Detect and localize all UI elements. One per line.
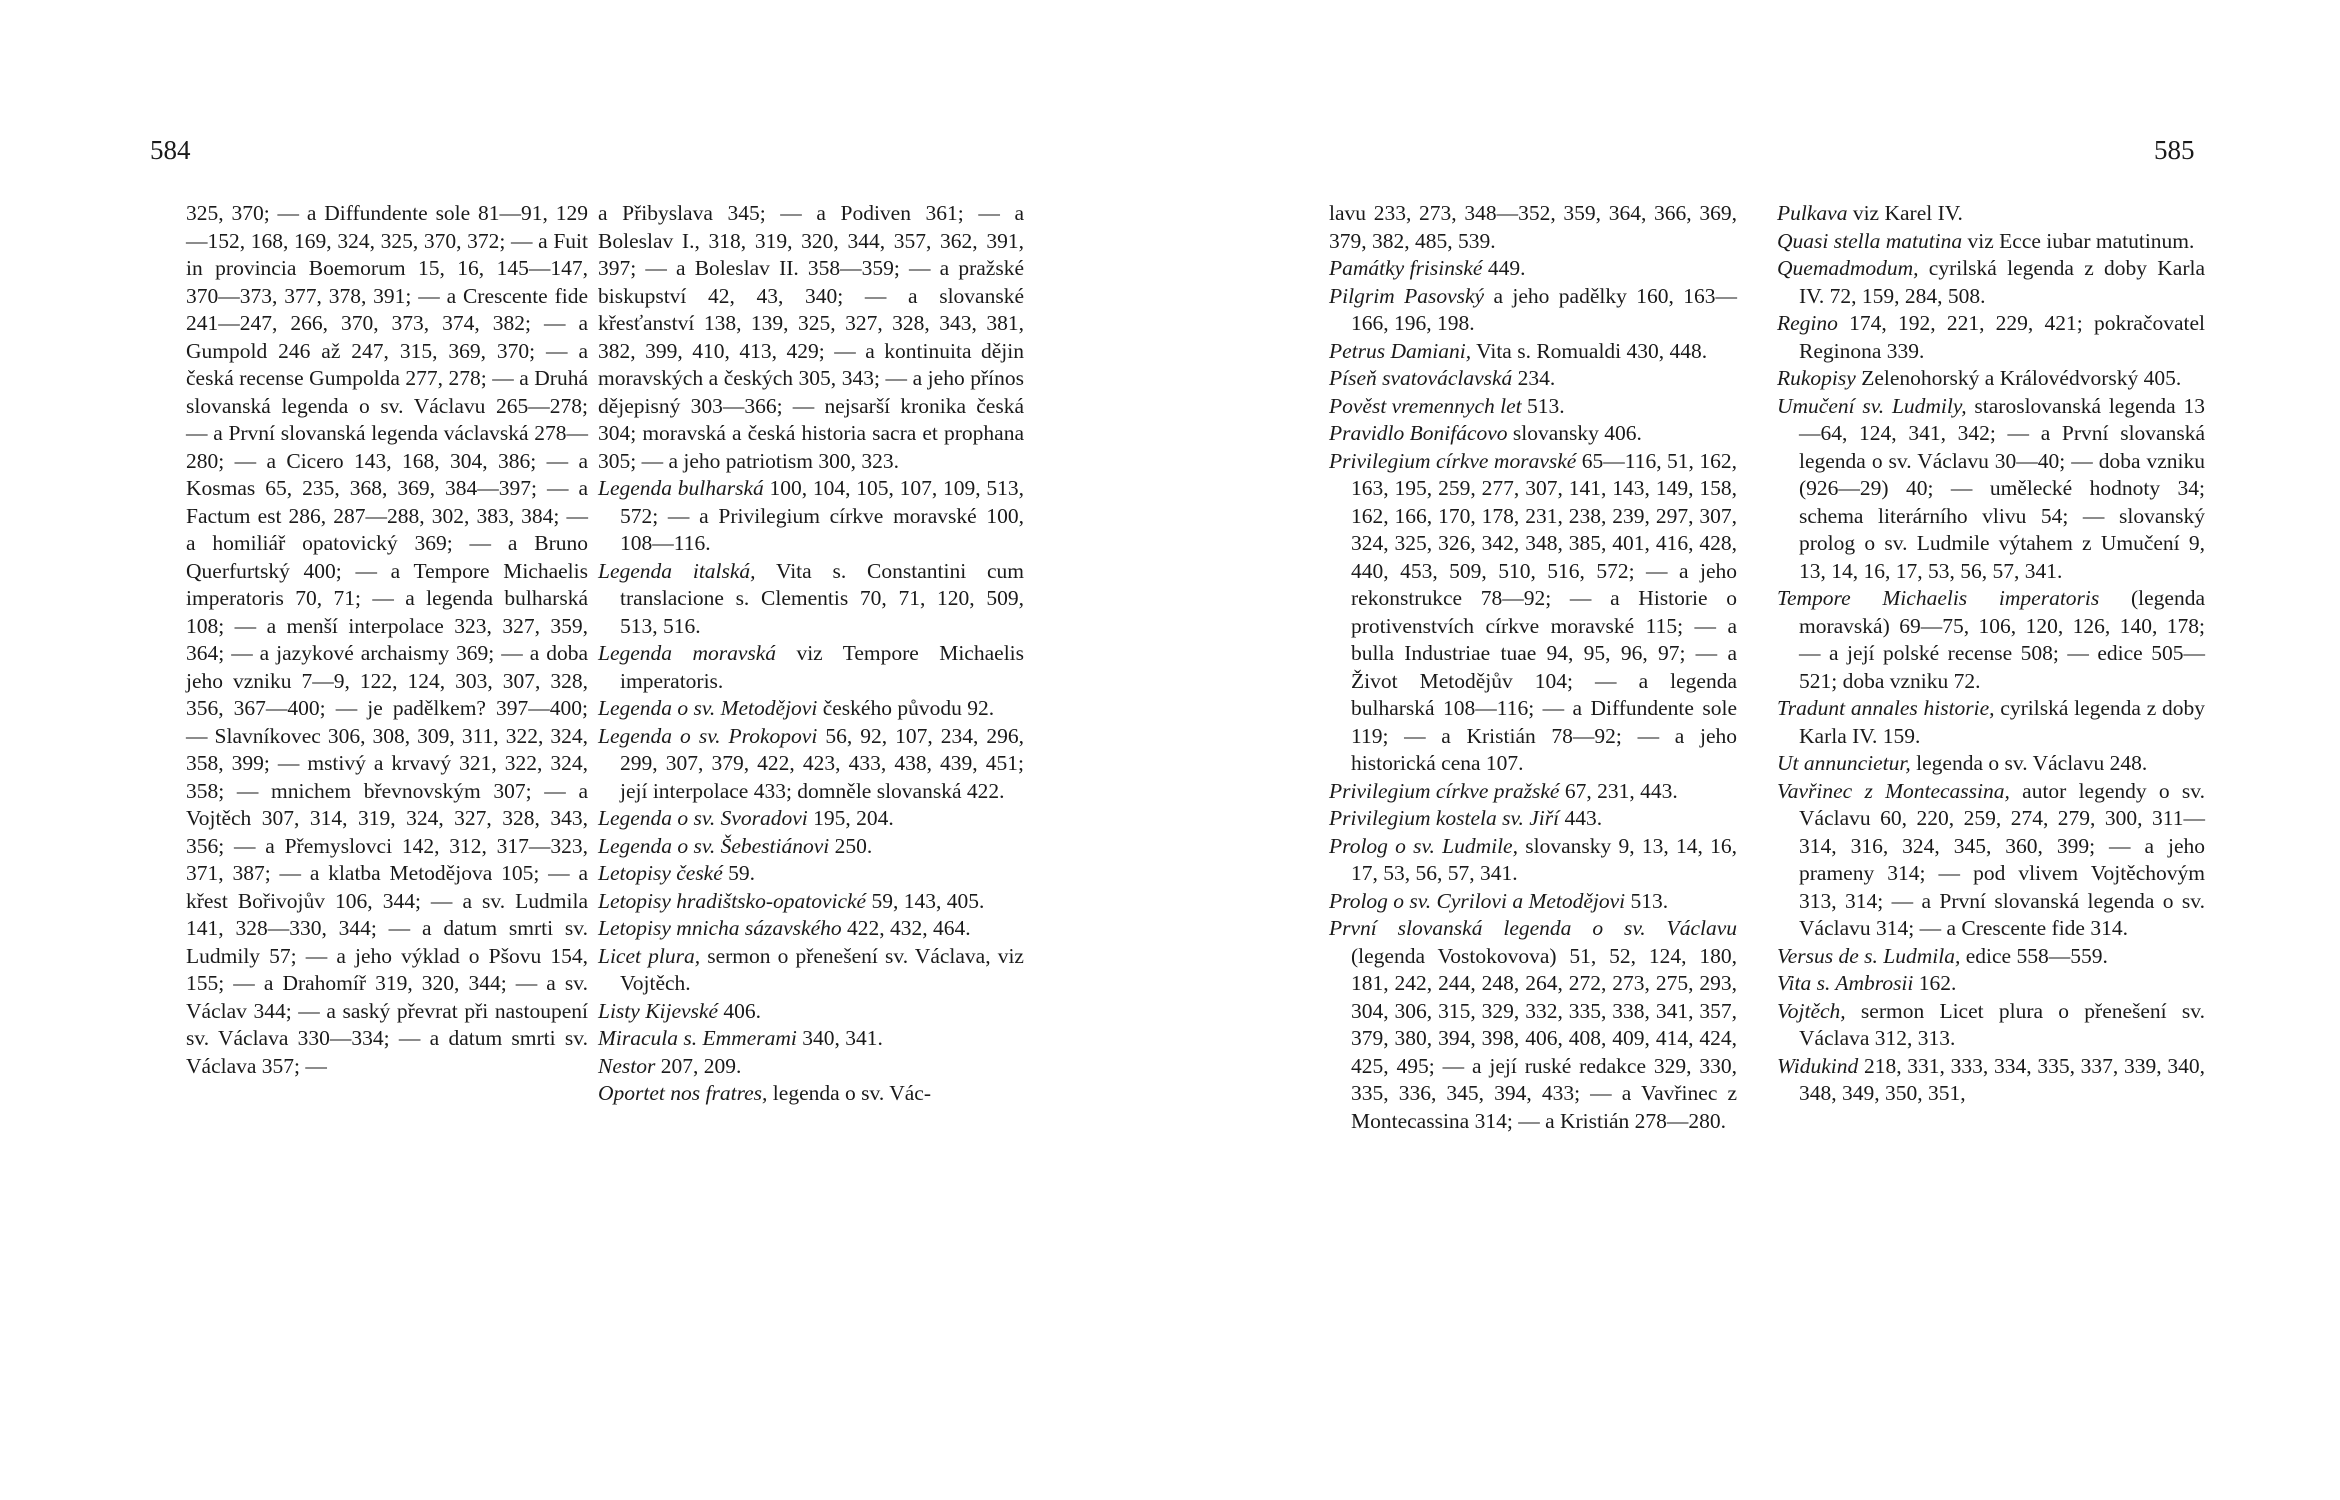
index-entry	[1329, 915, 1737, 1135]
index-entry-heading: Letopisy hradištsko-opatovické	[598, 888, 867, 913]
index-entry-text: 234.	[1512, 366, 1556, 390]
index-entry-text: viz Karel IV.	[1847, 201, 1963, 225]
index-entry-text: 513.	[1625, 888, 1669, 913]
index-entry-text: 422, 432, 464.	[841, 916, 971, 940]
index-entry-text: edice 558—559.	[1960, 943, 2108, 968]
index-entry-heading: Umučení sv. Ludmily,	[1777, 393, 1967, 418]
index-entry	[1777, 228, 2205, 256]
index-entry-text: 59, 143, 405.	[866, 888, 985, 913]
index-entry-text: (legenda moravská) 69—75, 106, 120, 126, 140, 178; — a její polské recense 508; — edice 505—521; doba vzniku 72.	[1799, 586, 2205, 693]
index-column-3	[1329, 200, 1737, 1135]
index-entry-continuation	[186, 200, 588, 1080]
index-entry-heading: Nestor	[598, 1053, 656, 1078]
index-entry-heading: Legenda o sv. Prokopovi	[598, 723, 818, 748]
index-entry	[1777, 998, 2205, 1053]
index-entry-heading: Quemadmodum,	[1777, 256, 1919, 280]
index-entry-text: 406.	[718, 998, 762, 1023]
index-entry-heading: Pilgrim Pasovský	[1329, 283, 1485, 308]
index-entry	[598, 943, 1024, 998]
index-entry	[598, 860, 1024, 888]
index-entry-text: 67, 231, 443.	[1559, 778, 1678, 803]
index-entry-text: Vita s. Constantini cum translacione s. Clementis 70, 71, 120, 509, 513, 516.	[620, 558, 1025, 638]
index-entry	[598, 558, 1024, 641]
index-entry-heading: Listy Kijevské	[598, 998, 719, 1023]
index-entry	[1329, 283, 1737, 338]
index-entry	[598, 1025, 1024, 1053]
index-entry	[598, 640, 1024, 695]
index-entry	[1329, 888, 1737, 916]
index-entry	[1777, 200, 2205, 228]
index-entry-text: 340, 341.	[796, 1026, 883, 1050]
index-entry	[1777, 585, 2205, 695]
index-entry-text: 100, 104, 105, 107, 109, 513, 572; — a Privilegium církve moravské 100, 108—116.	[620, 476, 1025, 555]
index-entry-text: Zelenohorský a Královédvorský 405.	[1855, 366, 2182, 390]
index-entry-text: sermon o přenešení sv. Václava, viz Vojtěch.	[620, 943, 1024, 995]
index-entry	[1329, 778, 1737, 806]
index-entry-heading: Legenda o sv. Šebestiánovi	[598, 833, 830, 858]
index-entry-heading: Licet plura,	[598, 943, 701, 968]
index-entry-text: 162.	[1913, 971, 1957, 995]
index-entry-text: (legenda Vostokovova) 51, 52, 124, 180, 181, 242, 244, 248, 264, 272, 273, 275, 293, 304, 306, 315, 329, 332, 335, 338, 341, 357, 379, 380, 394, 398, 406, 408, 409, 414, 424, 425, 495; — a její ruské redakce 329, 330, 335, 336, 345, 394, 433; — a Vavřinec z Montecassina 314; — a Kristián 278—280.	[1351, 943, 1737, 1133]
index-entry-heading: Letopisy mnicha sázavského	[598, 916, 842, 940]
index-entry	[598, 805, 1024, 833]
index-entry	[1777, 393, 2205, 586]
index-entry-text: slovansky 406.	[1507, 421, 1642, 445]
index-column-1	[186, 200, 588, 1080]
index-entry-heading: Privilegium kostela sv. Jiří	[1329, 806, 1560, 830]
index-entry-heading: Regino	[1777, 311, 1838, 335]
index-entry	[1329, 420, 1737, 448]
index-entry	[598, 695, 1024, 723]
index-entry-heading: Rukopisy	[1777, 366, 1856, 390]
index-entry-text: slovansky 9, 13, 14, 16, 17, 53, 56, 57, 341.	[1351, 833, 1738, 885]
index-entry-text: cyrilská legenda z doby Karla IV. 159.	[1799, 696, 2205, 748]
index-entry-heading: Legenda o sv. Metodějovi	[598, 696, 818, 720]
index-entry	[598, 1053, 1024, 1081]
index-entry-text: autor legendy o sv. Václavu 60, 220, 259, 274, 279, 300, 311—314, 316, 324, 345, 360, 399; — a jeho prameny 314; — pod vlivem Vojtěchovým 313, 314; — a První slovanská legenda o sv. Václavu 314; — a Crescente fide 314.	[1799, 778, 2205, 940]
index-entry-heading: Prolog o sv. Ludmile,	[1329, 833, 1518, 858]
index-entry-text: 174, 192, 221, 229, 421; pokračovatel Reginona 339.	[1799, 311, 2205, 363]
index-entry-text: 449.	[1482, 256, 1526, 280]
index-entry-heading: Letopisy české	[598, 861, 723, 885]
index-entry-heading: Památky frisinské	[1329, 256, 1483, 280]
index-entry	[598, 475, 1024, 558]
index-entry-text: 218, 331, 333, 334, 335, 337, 339, 340, 348, 349, 350, 351,	[1799, 1053, 2205, 1105]
index-entry	[1777, 310, 2205, 365]
index-entry-heading: Vita s. Ambrosii	[1777, 971, 1914, 995]
index-entry-text: viz Ecce iubar matutinum.	[1962, 228, 2195, 253]
index-entry-text: viz Tempore Michaelis imperatoris.	[620, 641, 1025, 693]
index-entry-heading: Vavřinec z Montecassina,	[1777, 778, 2010, 803]
index-entry-heading: Legenda italská,	[598, 558, 756, 583]
index-entry-text: českého původu 92.	[817, 696, 995, 720]
index-entry-heading: Pověst vremennych let	[1329, 393, 1522, 418]
index-entry	[1777, 778, 2205, 943]
index-entry-text: 250.	[829, 833, 873, 858]
index-entry-heading: Tradunt annales historie,	[1777, 696, 1995, 720]
index-entry	[598, 915, 1024, 943]
index-entry-text: legenda o sv. Vác-	[767, 1081, 932, 1105]
index-entry-heading: Legenda bulharská	[598, 476, 764, 500]
index-entry-text: 65—116, 51, 162, 163, 195, 259, 277, 307, 141, 143, 149, 158, 162, 166, 170, 178, 231, 238, 239, 297, 307, 324, 325, 326, 342, 348, 385, 401, 416, 428, 440, 453, 509, 510, 516, 572; — a jeho rekonstrukce 78—92; — a Historie o protivenstvích církve moravské 115; — a bulla Industriae tuae 94, 95, 96, 97; — a Život Metodějův 104; — a legenda bulharská 108—116; — a Diffundente sole 119; — a Kristián 78—92; — a jeho historická cena 107.	[1351, 448, 1737, 775]
index-entry	[598, 888, 1024, 916]
index-entry-text: 443.	[1559, 806, 1603, 830]
index-entry-heading: Oportet nos fratres,	[598, 1081, 768, 1105]
index-entry	[598, 723, 1024, 806]
index-entry-text: cyrilská legenda z doby Karla IV. 72, 159, 284, 508.	[1799, 256, 2205, 308]
index-entry-heading: Widukind	[1777, 1053, 1859, 1078]
index-entry-text: lavu 233, 273, 348—352, 359, 364, 366, 369, 379, 382, 485, 539.	[1329, 201, 1737, 253]
index-column-2	[598, 200, 1024, 1108]
index-entry-continuation	[598, 200, 1024, 475]
index-entry	[1777, 1053, 2205, 1108]
index-entry	[1329, 448, 1737, 778]
page-number-right: 585	[2154, 135, 2195, 165]
index-entry	[1777, 750, 2205, 778]
index-entry-text: a jeho padělky 160, 163—166, 196, 198.	[1351, 283, 1737, 335]
index-entry-text: 56, 92, 107, 234, 296, 299, 307, 379, 422, 423, 433, 438, 439, 451; její interpolace 433; domněle slovanská 422.	[620, 723, 1024, 803]
index-entry-text: 325, 370; — a Diffundente sole 81—91, 129—152, 168, 169, 324, 325, 370, 372; — a Fuit in provincia Boemorum 15, 16, 145—147, 370—373, 377, 378, 391; — a Crescente fide 241—247, 266, 370, 373, 374, 382; — a Gumpold 246 až 247, 315, 369, 370; — a česká recense Gumpolda 277, 278; — a Druhá slovanská legenda o sv. Václavu 265—278; — a První slovanská legenda václavská 278—280; — a Cicero 143, 168, 304, 386; — a Kosmas 65, 235, 368, 369, 384—397; — a Factum est 286, 287—288, 302, 383, 384; — a homiliář opatovický 369; — a Bruno Querfurtský 400; — a Tempore Michaelis imperatoris 70, 71; — a legenda bulharská 108; — a menší interpolace 323, 327, 359, 364; — a jazykové archaismy 369; — a doba jeho vzniku 7—9, 122, 124, 303, 307, 328, 356, 367—400; — je padělkem? 397—400; — Slavníkovec 306, 308, 309, 311, 322, 324, 358, 399; — mstivý a krvavý 321, 322, 324, 358; — mnichem břevnovským 307; — a Vojtěch 307, 314, 319, 324, 327, 328, 343, 356; — a Přemyslovci 142, 312, 317—323, 371, 387; — a klatba Metodějova 105; — a křest Bořivojův 106, 344; — a sv. Ludmila 141, 328—330, 344; — a datum smrti sv. Ludmily 57; — a jeho výklad o Pšovu 154, 155; — a Drahomíř 319, 320, 344; — a sv. Václav 344; — a saský převrat při nastoupení sv. Václava 330—334; — a datum smrti sv. Václava 357; —	[186, 201, 588, 1078]
index-entry-heading: Privilegium církve moravské	[1329, 448, 1577, 473]
index-entry-heading: Quasi stella matutina	[1777, 228, 1963, 253]
index-column-4	[1777, 200, 2205, 1108]
index-entry-heading: Legenda o sv. Svoradovi	[598, 806, 808, 830]
index-entry-heading: Legenda moravská	[598, 641, 777, 665]
index-entry	[1329, 805, 1737, 833]
index-entry-heading: Privilegium církve pražské	[1329, 778, 1560, 803]
index-entry	[1329, 393, 1737, 421]
index-entry-text: legenda o sv. Václavu 248.	[1910, 751, 2148, 775]
index-entry-heading: Pulkava	[1777, 201, 1848, 225]
index-entry	[1329, 255, 1737, 283]
index-entry-text: staroslovanská legenda 13—64, 124, 341, 342; — a První slovanská legenda o sv. Václavu 30—40; — doba vzniku (926—29) 40; — umělecké hodnoty 34; schema literárního vlivu 54; — slovanský prolog o sv. Ludmile výtahem z Umučení 9, 13, 14, 16, 17, 53, 56, 57, 341.	[1799, 393, 2206, 583]
index-entry	[1329, 365, 1737, 393]
index-entry-heading: Miracula s. Emmerami	[598, 1026, 797, 1050]
index-entry	[1329, 338, 1737, 366]
index-entry	[1777, 943, 2205, 971]
index-entry-heading: První slovanská legenda o sv. Václavu	[1329, 916, 1737, 940]
page-number-left: 584	[150, 135, 191, 165]
index-entry	[598, 998, 1024, 1026]
index-entry	[598, 1080, 1024, 1108]
index-entry	[1329, 833, 1737, 888]
index-entry	[1777, 255, 2205, 310]
index-entry-heading: Píseň svatováclavská	[1329, 366, 1513, 390]
index-entry-text: 59.	[722, 861, 756, 885]
index-entry	[598, 833, 1024, 861]
index-entry-text: a Přibyslava 345; — a Podiven 361; — a Boleslav I., 318, 319, 320, 344, 357, 362, 391, 397; — a Boleslav II. 358—359; — a pražské biskupství 42, 43, 340; — a slovanské křesťanství 138, 139, 325, 327, 328, 343, 381, 382, 399, 410, 413, 429; — a kontinuita dějin moravských a českých 305, 343; — a jeho přínos dějepisný 303—366; — nejsarší kronika česká 304; moravská a česká historia sacra et prophana 305; — a jeho patriotism 300, 323.	[598, 201, 1024, 473]
index-entry-heading: Tempore Michaelis imperatoris	[1777, 586, 2100, 610]
index-entry-heading: Vojtěch,	[1777, 998, 1846, 1023]
index-entry-text: 513.	[1521, 393, 1565, 418]
index-entry-text: 195, 204.	[807, 806, 894, 830]
index-entry-text: 207, 209.	[655, 1053, 742, 1078]
index-entry-heading: Prolog o sv. Cyrilovi a Metodějovi	[1329, 888, 1626, 913]
index-entry-continuation	[1329, 200, 1737, 255]
index-entry-heading: Versus de s. Ludmila,	[1777, 943, 1961, 968]
index-entry	[1777, 365, 2205, 393]
index-entry-heading: Ut annuncietur,	[1777, 751, 1911, 775]
index-entry	[1777, 695, 2205, 750]
index-entry-heading: Petrus Damiani,	[1329, 338, 1472, 363]
index-entry	[1777, 970, 2205, 998]
index-entry-heading: Pravidlo Bonifácovo	[1329, 421, 1508, 445]
index-entry-text: sermon Licet plura o přenešení sv. Václava 312, 313.	[1799, 998, 2205, 1050]
index-entry-text: Vita s. Romualdi 430, 448.	[1471, 338, 1708, 363]
